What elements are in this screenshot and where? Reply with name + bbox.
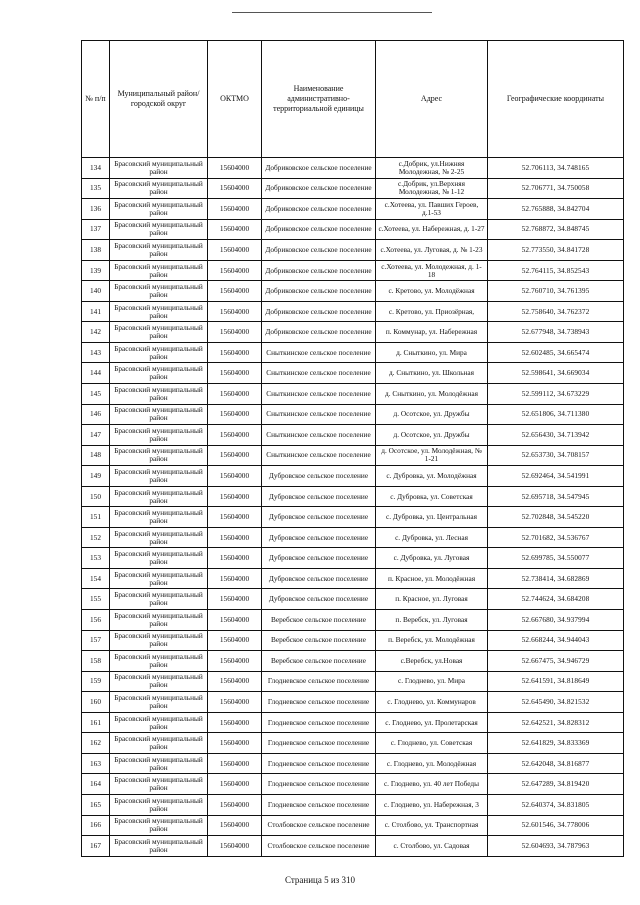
- cell-coords: 52.653730, 34.708157: [488, 445, 624, 466]
- cell-address: с. Дубровка, ул. Молодёжная: [376, 466, 488, 487]
- cell-district: Брасовский муниципальный район: [110, 630, 208, 651]
- cell-district: Брасовский муниципальный район: [110, 158, 208, 179]
- table-row: [82, 281, 624, 302]
- cell-unit: Дубровское сельское поселение: [262, 507, 376, 528]
- cell-oktmo: 15604000: [208, 199, 262, 220]
- cell-num: 158: [82, 651, 110, 672]
- cell-num: 148: [82, 445, 110, 466]
- cell-oktmo: 15604000: [208, 568, 262, 589]
- cell-oktmo: 15604000: [208, 610, 262, 631]
- table-row: [82, 630, 624, 651]
- table-row: [82, 178, 624, 199]
- table-header-row: [82, 41, 624, 158]
- cell-coords: 52.706113, 34.748165: [488, 158, 624, 179]
- cell-coords: 52.598641, 34.669034: [488, 363, 624, 384]
- table-row: [82, 651, 624, 672]
- cell-coords: 52.647289, 34.819420: [488, 774, 624, 795]
- cell-coords: 52.773550, 34.841728: [488, 240, 624, 261]
- cell-num: 167: [82, 836, 110, 857]
- header-oktmo: ОКТМО: [208, 41, 262, 158]
- table-row: [82, 671, 624, 692]
- header-address: Адрес: [376, 41, 488, 158]
- cell-unit: Добриковское сельское поселение: [262, 301, 376, 322]
- cell-address: с. Кретово, ул. Молодёжная: [376, 281, 488, 302]
- cell-coords: 52.642048, 34.816877: [488, 753, 624, 774]
- table-row: [82, 753, 624, 774]
- cell-address: с.Добрик, ул.Верхняя Молодежная, № 1-12: [376, 178, 488, 199]
- cell-oktmo: 15604000: [208, 219, 262, 240]
- cell-coords: 52.667680, 34.937994: [488, 610, 624, 631]
- cell-oktmo: 15604000: [208, 836, 262, 857]
- header-coords: Географические координаты: [488, 41, 624, 158]
- cell-coords: 52.768872, 34.848745: [488, 219, 624, 240]
- cell-address: д. Сныткино, ул. Молодёжная: [376, 384, 488, 405]
- cell-coords: 52.651806, 34.711380: [488, 404, 624, 425]
- cell-unit: Веребское сельское поселение: [262, 630, 376, 651]
- cell-oktmo: 15604000: [208, 240, 262, 261]
- table-row: [82, 260, 624, 281]
- cell-coords: 52.692464, 34.541991: [488, 466, 624, 487]
- cell-address: п. Веребск, ул. Молодёжная: [376, 630, 488, 651]
- table-row: [82, 548, 624, 569]
- cell-oktmo: 15604000: [208, 548, 262, 569]
- cell-oktmo: 15604000: [208, 486, 262, 507]
- cell-num: 150: [82, 486, 110, 507]
- cell-address: с. Кретово, ул. Приозёрная,: [376, 301, 488, 322]
- table-row: [82, 774, 624, 795]
- cell-coords: 52.641591, 34.818649: [488, 671, 624, 692]
- cell-oktmo: 15604000: [208, 260, 262, 281]
- cell-coords: 52.601546, 34.778006: [488, 815, 624, 836]
- cell-coords: 52.744624, 34.684208: [488, 589, 624, 610]
- cell-unit: Глодневское сельское поселение: [262, 692, 376, 713]
- cell-district: Брасовский муниципальный район: [110, 301, 208, 322]
- cell-num: 140: [82, 281, 110, 302]
- cell-num: 139: [82, 260, 110, 281]
- cell-address: с.Веребск, ул.Новая: [376, 651, 488, 672]
- table-row: [82, 692, 624, 713]
- table-row: [82, 363, 624, 384]
- cell-address: с. Глоднево, ул. Коммунаров: [376, 692, 488, 713]
- header-district: Муниципальный район/городской округ: [110, 41, 208, 158]
- cell-oktmo: 15604000: [208, 281, 262, 302]
- cell-coords: 52.695718, 34.547945: [488, 486, 624, 507]
- cell-address: с.Хотеева, ул. Луговая, д. № 1-23: [376, 240, 488, 261]
- table-row: [82, 322, 624, 343]
- cell-district: Брасовский муниципальный район: [110, 404, 208, 425]
- cell-district: Брасовский муниципальный район: [110, 445, 208, 466]
- cell-oktmo: 15604000: [208, 671, 262, 692]
- cell-unit: Глодневское сельское поселение: [262, 733, 376, 754]
- cell-district: Брасовский муниципальный район: [110, 815, 208, 836]
- cell-address: с.Хотеева, ул. Павших Героев, д.1-53: [376, 199, 488, 220]
- cell-address: с. Глоднево, ул. Набережная, 3: [376, 794, 488, 815]
- cell-coords: 52.701682, 34.536767: [488, 527, 624, 548]
- cell-oktmo: 15604000: [208, 507, 262, 528]
- cell-address: с. Столбово, ул. Садовая: [376, 836, 488, 857]
- cell-district: Брасовский муниципальный район: [110, 712, 208, 733]
- cell-coords: 52.641829, 34.833369: [488, 733, 624, 754]
- cell-unit: Сныткинское сельское поселение: [262, 342, 376, 363]
- cell-unit: Глодневское сельское поселение: [262, 774, 376, 795]
- cell-district: Брасовский муниципальный район: [110, 610, 208, 631]
- table-row: [82, 445, 624, 466]
- cell-num: 153: [82, 548, 110, 569]
- cell-num: 160: [82, 692, 110, 713]
- cell-address: п. Красное, ул. Луговая: [376, 589, 488, 610]
- table-row: [82, 527, 624, 548]
- cell-coords: 52.764115, 34.852543: [488, 260, 624, 281]
- cell-oktmo: 15604000: [208, 322, 262, 343]
- cell-oktmo: 15604000: [208, 178, 262, 199]
- cell-num: 151: [82, 507, 110, 528]
- cell-num: 143: [82, 342, 110, 363]
- cell-district: Брасовский муниципальный район: [110, 219, 208, 240]
- cell-address: с. Глоднево, ул. 40 лет Победы: [376, 774, 488, 795]
- table-body: [82, 158, 624, 857]
- cell-num: 159: [82, 671, 110, 692]
- cell-oktmo: 15604000: [208, 466, 262, 487]
- cell-district: Брасовский муниципальный район: [110, 260, 208, 281]
- cell-district: Брасовский муниципальный район: [110, 486, 208, 507]
- cell-oktmo: 15604000: [208, 589, 262, 610]
- table-row: [82, 199, 624, 220]
- table-row: [82, 733, 624, 754]
- cell-coords: 52.668244, 34.944043: [488, 630, 624, 651]
- cell-num: 142: [82, 322, 110, 343]
- scan-top-rule: [232, 12, 432, 13]
- cell-address: с. Глоднево, ул. Пролетарская: [376, 712, 488, 733]
- table-row: [82, 610, 624, 631]
- header-num: № п/п: [82, 41, 110, 158]
- cell-oktmo: 15604000: [208, 794, 262, 815]
- cell-unit: Дубровское сельское поселение: [262, 568, 376, 589]
- cell-num: 162: [82, 733, 110, 754]
- cell-num: 145: [82, 384, 110, 405]
- cell-district: Брасовский муниципальный район: [110, 281, 208, 302]
- cell-unit: Дубровское сельское поселение: [262, 527, 376, 548]
- table-row: [82, 384, 624, 405]
- table-row: [82, 425, 624, 446]
- cell-coords: 52.758640, 34.762372: [488, 301, 624, 322]
- cell-district: Брасовский муниципальный район: [110, 548, 208, 569]
- cell-unit: Добриковское сельское поселение: [262, 158, 376, 179]
- cell-coords: 52.706771, 34.750058: [488, 178, 624, 199]
- page-number: Страница 5 из 310: [285, 875, 355, 885]
- cell-address: с. Столбово, ул. Транспортная: [376, 815, 488, 836]
- cell-address: с. Дубровка, ул. Лесная: [376, 527, 488, 548]
- table-row: [82, 342, 624, 363]
- cell-address: с.Хотеева, ул. Молодежная, д. 1-18: [376, 260, 488, 281]
- cell-coords: 52.640374, 34.831805: [488, 794, 624, 815]
- cell-coords: 52.667475, 34.946729: [488, 651, 624, 672]
- cell-unit: Дубровское сельское поселение: [262, 548, 376, 569]
- cell-num: 135: [82, 178, 110, 199]
- cell-unit: Столбовское сельское поселение: [262, 836, 376, 857]
- cell-unit: Добриковское сельское поселение: [262, 240, 376, 261]
- cell-unit: Добриковское сельское поселение: [262, 178, 376, 199]
- cell-num: 136: [82, 199, 110, 220]
- cell-district: Брасовский муниципальный район: [110, 836, 208, 857]
- cell-unit: Дубровское сельское поселение: [262, 589, 376, 610]
- cell-oktmo: 15604000: [208, 301, 262, 322]
- cell-coords: 52.602485, 34.665474: [488, 342, 624, 363]
- cell-district: Брасовский муниципальный район: [110, 342, 208, 363]
- table-row: [82, 568, 624, 589]
- cell-coords: 52.656430, 34.713942: [488, 425, 624, 446]
- cell-unit: Сныткинское сельское поселение: [262, 384, 376, 405]
- cell-num: 147: [82, 425, 110, 446]
- cell-oktmo: 15604000: [208, 630, 262, 651]
- cell-unit: Глодневское сельское поселение: [262, 671, 376, 692]
- cell-address: с. Дубровка, ул. Центральная: [376, 507, 488, 528]
- cell-oktmo: 15604000: [208, 384, 262, 405]
- cell-unit: Глодневское сельское поселение: [262, 753, 376, 774]
- cell-address: с. Глоднево, ул. Молодёжная: [376, 753, 488, 774]
- cell-coords: 52.765888, 34.842704: [488, 199, 624, 220]
- cell-address: д. Сныткино, ул. Мира: [376, 342, 488, 363]
- cell-num: 141: [82, 301, 110, 322]
- cell-address: с.Хотеева, ул. Набережная, д. 1-27: [376, 219, 488, 240]
- cell-address: д. Осотское, ул. Дружбы: [376, 404, 488, 425]
- cell-oktmo: 15604000: [208, 404, 262, 425]
- cell-coords: 52.677948, 34.738943: [488, 322, 624, 343]
- cell-address: п. Коммунар, ул. Набережная: [376, 322, 488, 343]
- cell-coords: 52.738414, 34.682869: [488, 568, 624, 589]
- cell-unit: Дубровское сельское поселение: [262, 466, 376, 487]
- cell-coords: 52.599112, 34.673229: [488, 384, 624, 405]
- cell-unit: Сныткинское сельское поселение: [262, 404, 376, 425]
- cell-unit: Веребское сельское поселение: [262, 651, 376, 672]
- cell-address: с. Глоднево, ул. Советская: [376, 733, 488, 754]
- cell-unit: Добриковское сельское поселение: [262, 199, 376, 220]
- table-row: [82, 466, 624, 487]
- cell-coords: 52.760710, 34.761395: [488, 281, 624, 302]
- cell-district: Брасовский муниципальный район: [110, 199, 208, 220]
- cell-district: Брасовский муниципальный район: [110, 384, 208, 405]
- cell-district: Брасовский муниципальный район: [110, 527, 208, 548]
- table-row: [82, 712, 624, 733]
- cell-district: Брасовский муниципальный район: [110, 178, 208, 199]
- cell-num: 163: [82, 753, 110, 774]
- header-unit: Наименование административно-территориальной единицы: [262, 41, 376, 158]
- cell-unit: Добриковское сельское поселение: [262, 322, 376, 343]
- cell-district: Брасовский муниципальный район: [110, 466, 208, 487]
- cell-oktmo: 15604000: [208, 445, 262, 466]
- cell-district: Брасовский муниципальный район: [110, 692, 208, 713]
- cell-num: 161: [82, 712, 110, 733]
- cell-num: 156: [82, 610, 110, 631]
- cell-oktmo: 15604000: [208, 527, 262, 548]
- cell-coords: 52.699785, 34.550077: [488, 548, 624, 569]
- cell-num: 144: [82, 363, 110, 384]
- cell-unit: Добриковское сельское поселение: [262, 281, 376, 302]
- cell-oktmo: 15604000: [208, 363, 262, 384]
- cell-district: Брасовский муниципальный район: [110, 651, 208, 672]
- cell-num: 154: [82, 568, 110, 589]
- cell-district: Брасовский муниципальный район: [110, 322, 208, 343]
- cell-oktmo: 15604000: [208, 753, 262, 774]
- table-row: [82, 794, 624, 815]
- cell-address: с. Дубровка, ул. Луговая: [376, 548, 488, 569]
- cell-address: с. Глоднево, ул. Мира: [376, 671, 488, 692]
- cell-oktmo: 15604000: [208, 733, 262, 754]
- cell-unit: Сныткинское сельское поселение: [262, 363, 376, 384]
- table-row: [82, 815, 624, 836]
- cell-district: Брасовский муниципальный район: [110, 589, 208, 610]
- cell-num: 137: [82, 219, 110, 240]
- cell-oktmo: 15604000: [208, 712, 262, 733]
- cell-unit: Сныткинское сельское поселение: [262, 425, 376, 446]
- table-row: [82, 507, 624, 528]
- table-row: [82, 240, 624, 261]
- cell-unit: Глодневское сельское поселение: [262, 712, 376, 733]
- cell-address: д. Осотское, ул. Дружбы: [376, 425, 488, 446]
- cell-unit: Добриковское сельское поселение: [262, 219, 376, 240]
- cell-address: д. Сныткино, ул. Школьная: [376, 363, 488, 384]
- cell-district: Брасовский муниципальный район: [110, 794, 208, 815]
- cell-district: Брасовский муниципальный район: [110, 507, 208, 528]
- cell-num: 155: [82, 589, 110, 610]
- table-row: [82, 301, 624, 322]
- cell-district: Брасовский муниципальный район: [110, 774, 208, 795]
- cell-oktmo: 15604000: [208, 651, 262, 672]
- cell-address: с. Дубровка, ул. Советская: [376, 486, 488, 507]
- cell-oktmo: 15604000: [208, 158, 262, 179]
- cell-district: Брасовский муниципальный район: [110, 363, 208, 384]
- cell-district: Брасовский муниципальный район: [110, 568, 208, 589]
- cell-coords: 52.642521, 34.828312: [488, 712, 624, 733]
- cell-oktmo: 15604000: [208, 342, 262, 363]
- cell-district: Брасовский муниципальный район: [110, 753, 208, 774]
- cell-num: 134: [82, 158, 110, 179]
- table-row: [82, 219, 624, 240]
- cell-address: д. Осотское, ул. Молодёжная, № 1-21: [376, 445, 488, 466]
- cell-unit: Глодневское сельское поселение: [262, 794, 376, 815]
- cell-num: 152: [82, 527, 110, 548]
- cell-num: 146: [82, 404, 110, 425]
- cell-unit: Веребское сельское поселение: [262, 610, 376, 631]
- cell-oktmo: 15604000: [208, 774, 262, 795]
- cell-unit: Дубровское сельское поселение: [262, 486, 376, 507]
- cell-coords: 52.645490, 34.821532: [488, 692, 624, 713]
- cell-oktmo: 15604000: [208, 692, 262, 713]
- cell-unit: Сныткинское сельское поселение: [262, 445, 376, 466]
- cell-coords: 52.702848, 34.545220: [488, 507, 624, 528]
- cell-unit: Добриковское сельское поселение: [262, 260, 376, 281]
- cell-num: 164: [82, 774, 110, 795]
- table-row: [82, 486, 624, 507]
- table-row: [82, 836, 624, 857]
- cell-num: 149: [82, 466, 110, 487]
- table-row: [82, 404, 624, 425]
- cell-district: Брасовский муниципальный район: [110, 733, 208, 754]
- cell-num: 157: [82, 630, 110, 651]
- cell-address: п. Веребск, ул. Луговая: [376, 610, 488, 631]
- cell-oktmo: 15604000: [208, 815, 262, 836]
- cell-num: 166: [82, 815, 110, 836]
- cell-unit: Столбовское сельское поселение: [262, 815, 376, 836]
- cell-district: Брасовский муниципальный район: [110, 240, 208, 261]
- cell-address: п. Красное, ул. Молодёжная: [376, 568, 488, 589]
- cell-coords: 52.604693, 34.787963: [488, 836, 624, 857]
- table-row: [82, 158, 624, 179]
- cell-district: Брасовский муниципальный район: [110, 671, 208, 692]
- cell-district: Брасовский муниципальный район: [110, 425, 208, 446]
- address-coordinates-table: [81, 40, 624, 857]
- cell-address: с.Добрик, ул.Нижняя Молодежная, № 2-25: [376, 158, 488, 179]
- cell-num: 165: [82, 794, 110, 815]
- cell-num: 138: [82, 240, 110, 261]
- cell-oktmo: 15604000: [208, 425, 262, 446]
- table-row: [82, 589, 624, 610]
